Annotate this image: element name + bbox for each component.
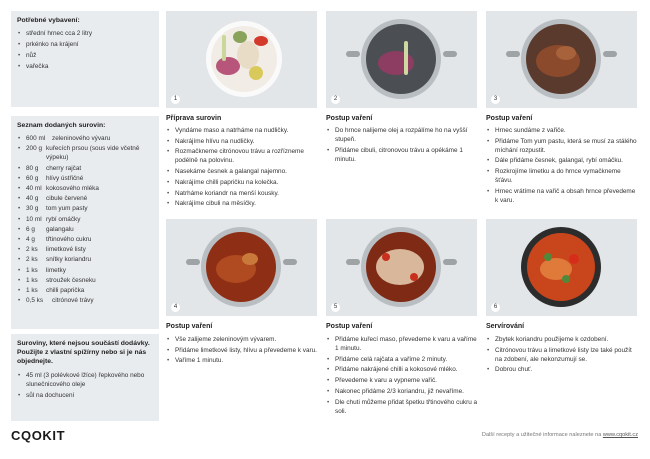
step-3-list — [486, 126, 638, 207]
step-3-title: Postup vaření — [486, 115, 533, 122]
equipment-item: • střední hrnec cca 2 litry — [17, 29, 153, 38]
pot-icon — [326, 219, 477, 316]
step-instruction: • Natrháme koriandr na menší kousky. — [166, 189, 318, 198]
ingredient-name: chilli paprička — [46, 286, 85, 294]
ingredients-box — [11, 116, 159, 329]
ingredient-row — [17, 215, 153, 224]
step-instruction: • Přidáme celá rajčata a vaříme 2 minuty. — [326, 355, 478, 364]
ingredient-quantity: • 1 ks — [26, 276, 38, 284]
ingredient-name: limetky — [46, 266, 66, 274]
ingredient-row — [17, 174, 153, 183]
step-instruction: • Přidáme limetkové listy, hlívu a převedeme k varu. — [166, 346, 318, 355]
equipment-item: • nůž — [17, 51, 153, 60]
equipment-list — [17, 29, 153, 71]
step-instruction: • Nasekáme česnek a galangal najemno. — [166, 167, 318, 176]
equipment-box — [11, 11, 159, 107]
extra-item: • sůl na dochucení — [17, 391, 153, 400]
ingredient-row — [17, 194, 153, 203]
equipment-title: Potřebné vybavení: — [17, 17, 80, 24]
ingredient-name: kokosového mléka — [46, 185, 99, 193]
ingredient-row — [17, 164, 153, 173]
pot-icon — [486, 11, 637, 108]
ingredient-name: limetkové listy — [46, 246, 86, 254]
ingredient-row — [17, 235, 153, 244]
pot-icon — [166, 219, 317, 316]
step-1-title: Příprava surovin — [166, 115, 222, 122]
pot-icon — [326, 11, 477, 108]
ingredient-quantity: • 200 g — [26, 145, 42, 153]
step-3-photo — [486, 11, 637, 108]
step-instruction: • Vyndáme maso a natrháme na nudličky. — [166, 126, 318, 135]
ingredient-quantity: • 0,5 ks — [26, 297, 44, 305]
ingredient-name: třtinového cukru — [46, 235, 92, 243]
extra-item: • 45 ml (3 polévkové lžíce) řepkového nebo slunečnicového oleje — [17, 371, 153, 389]
step-number: 6 — [491, 303, 500, 312]
ingredient-name: snítky koriandru — [46, 256, 92, 264]
step-5-list — [326, 335, 478, 417]
step-instruction: • Vše zalijeme zeleninovým vývarem. — [166, 335, 318, 344]
step-instruction: • Rozkrojíme limetku a do hrnce vymačkneme šťávu. — [486, 167, 638, 185]
bowl-icon — [486, 219, 637, 316]
step-number: 2 — [331, 95, 340, 104]
ingredient-row — [17, 204, 153, 213]
step-5-photo — [326, 219, 477, 316]
step-4-photo — [166, 219, 317, 316]
step-4-list — [166, 335, 318, 367]
step-6-title: Servírování — [486, 323, 525, 330]
step-instruction: • Rozmačkneme citrónovou trávu a rozřízneme podélně na polovinu. — [166, 147, 318, 165]
footer-text: Další recepty a užitečné informace naleznete na — [481, 432, 602, 438]
ingredient-quantity: • 2 ks — [26, 256, 38, 264]
ingredient-name: kuřecích prsou (sous vide včetně výpeku) — [46, 145, 140, 162]
logo: CQOKIT — [11, 428, 66, 443]
ingredients-title: Seznam dodaných surovin: — [17, 122, 106, 129]
ingredient-name: zeleninového vývaru — [52, 135, 111, 143]
step-4-title: Postup vaření — [166, 323, 213, 330]
equipment-item: • prkénko na krájení — [17, 40, 153, 49]
step-instruction: • Vaříme 1 minutu. — [166, 356, 318, 365]
step-instruction: • Nakrájíme hlívu na nudličky. — [166, 137, 318, 146]
step-instruction: • Dle chuti můžeme přidat špetku třtinového cukru a soli. — [326, 398, 478, 416]
ingredient-quantity: • 1 ks — [26, 266, 38, 274]
ingredient-quantity: • 600 ml — [26, 135, 46, 143]
step-6-list — [486, 335, 638, 376]
extra-list — [17, 371, 153, 400]
step-number: 1 — [171, 95, 180, 104]
ingredient-quantity: • 40 ml — [26, 185, 42, 193]
step-instruction: • Hrnec vrátíme na vařič a obsah hrnce převedeme k varu. — [486, 187, 638, 205]
ingredient-name: hlívy ústřičné — [46, 174, 84, 182]
step-instruction: • Nakonec přidáme 2/3 koriandru, již nevaříme. — [326, 387, 478, 396]
step-2-title: Postup vaření — [326, 115, 373, 122]
step-instruction: • Hrnec sundáme z vařiče. — [486, 126, 638, 135]
ingredient-name: galangalu — [46, 225, 74, 233]
ingredient-row — [17, 255, 153, 264]
step-1-list — [166, 126, 318, 210]
website-link[interactable]: www.cqokit.cz — [602, 432, 638, 438]
ingredient-row — [17, 184, 153, 193]
extra-title: Suroviny, které nejsou součástí dodávky. Použijte z vlastní spížírny nebo si je nás objednejte. — [17, 340, 150, 366]
ingredient-name: cherry rajčat — [46, 164, 82, 172]
ingredient-name: citrónové trávy — [52, 297, 94, 305]
step-instruction: • Převedeme k varu a vypneme vařič. — [326, 376, 478, 385]
ingredient-row — [17, 134, 153, 143]
ingredient-name: rybí omáčky — [46, 215, 81, 223]
ingredient-row — [17, 286, 153, 295]
step-instruction: • Nakrájíme chilli papričku na kolečka. — [166, 178, 318, 187]
equipment-item: • vařečka — [17, 62, 153, 71]
footer-note — [482, 432, 638, 440]
step-instruction: • Dobrou chuť. — [486, 365, 638, 374]
step-instruction: • Přidáme cibuli, citronovou trávu a opékáme 1 minutu. — [326, 146, 478, 164]
step-instruction: • Přidáme Tom yum pastu, která se musí za stálého míchání rozpustit. — [486, 137, 638, 155]
step-instruction: • Přidáme kuřecí maso, převedeme k varu a vaříme 1 minutu. — [326, 335, 478, 353]
step-2-list — [326, 126, 478, 166]
ingredient-quantity: • 30 g — [26, 205, 39, 213]
step-instruction: • Dále přidáme česnek, galangal, rybí omáčku. — [486, 156, 638, 165]
ingredient-quantity: • 2 ks — [26, 246, 38, 254]
step-1-photo — [166, 11, 317, 108]
ingredient-name: stroužek česneku — [46, 276, 96, 284]
ingredient-row — [17, 225, 153, 234]
step-instruction: • Do hrnce nalijeme olej a rozpálíme ho na vyšší stupeň. — [326, 126, 478, 144]
ingredient-quantity: • 10 ml — [26, 215, 42, 223]
step-2-photo — [326, 11, 477, 108]
ingredient-name: tom yum pasty — [46, 205, 88, 213]
ingredient-quantity: • 80 g — [26, 164, 39, 172]
ingredient-quantity: • 1 ks — [26, 286, 38, 294]
ingredient-row — [17, 144, 153, 162]
step-instruction: • Zbytek koriandru použijeme k ozdobení. — [486, 335, 638, 344]
ingredient-row — [17, 266, 153, 275]
ingredient-quantity: • 6 g — [26, 225, 35, 233]
step-number: 3 — [491, 95, 500, 104]
step-instruction: • Citrónovou trávu a limetkové listy lze také použít na zdobení, ale nekonzumují se. — [486, 346, 638, 364]
ingredient-row — [17, 245, 153, 254]
step-6-photo — [486, 219, 637, 316]
ingredients-list — [17, 134, 153, 305]
step-instruction: • Nakrájíme cibuli na měsíčky. — [166, 199, 318, 208]
ingredient-row — [17, 296, 153, 305]
ingredient-row — [17, 276, 153, 285]
ingredient-quantity: • 60 g — [26, 174, 39, 182]
ingredient-quantity: • 4 g — [26, 235, 35, 243]
plate-of-ingredients-icon — [166, 11, 317, 108]
step-5-title: Postup vaření — [326, 323, 373, 330]
ingredient-name: cibule červené — [46, 195, 88, 203]
ingredient-quantity: • 40 g — [26, 195, 39, 203]
step-number: 4 — [171, 303, 180, 312]
extra-ingredients-box — [11, 334, 159, 421]
step-number: 5 — [331, 303, 340, 312]
step-instruction: • Přidáme nakrájené chilli a kokosové mléko. — [326, 365, 478, 374]
